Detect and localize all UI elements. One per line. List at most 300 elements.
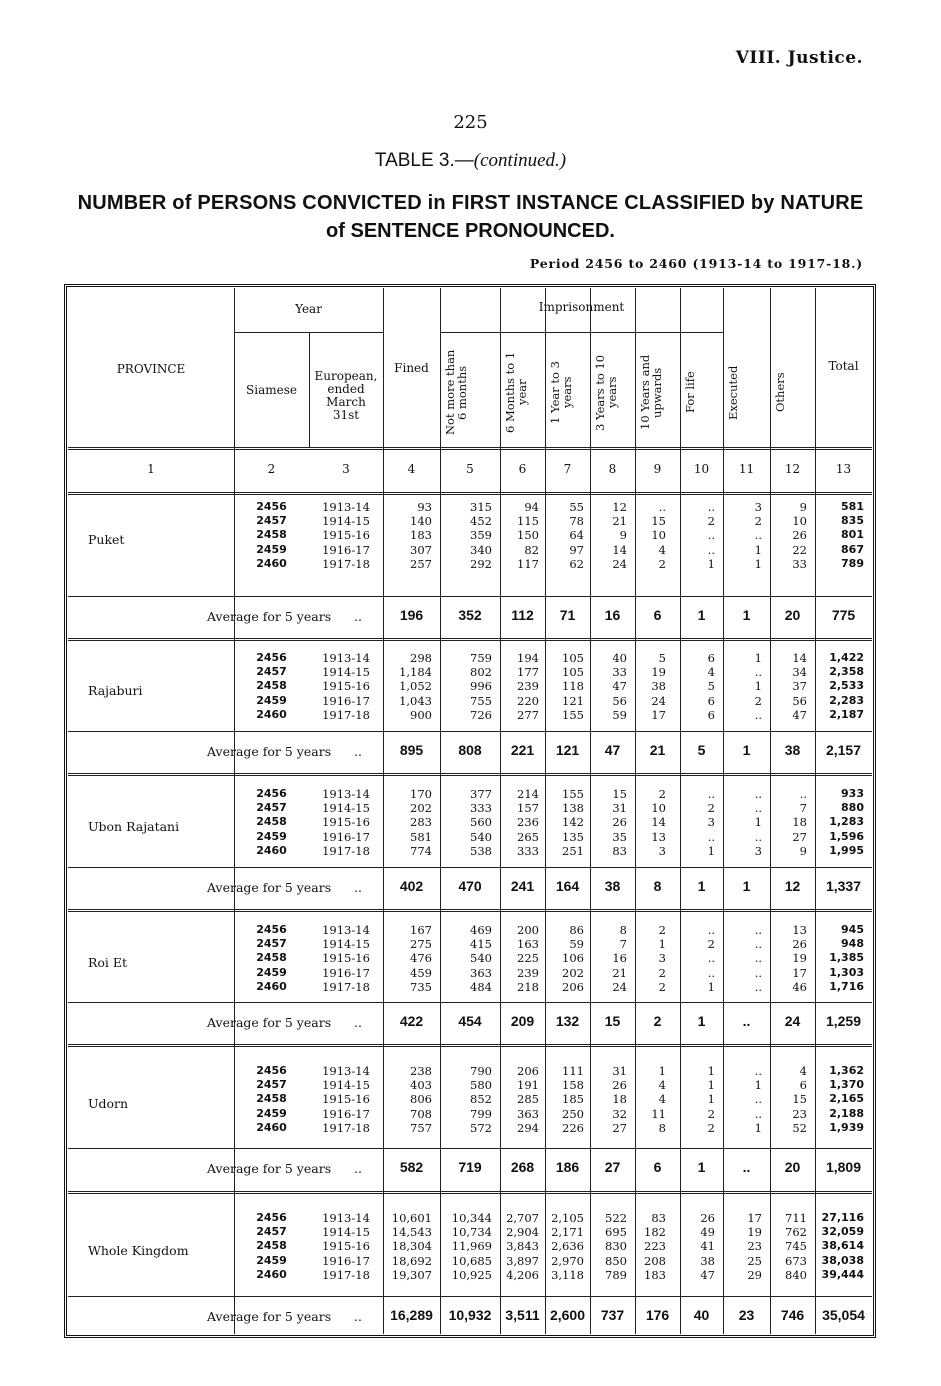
y1y3-value: 118	[562, 679, 584, 694]
lt6m-value: 996	[470, 679, 492, 694]
total-value: 1,283	[829, 815, 864, 829]
average-value: ..	[742, 1013, 751, 1029]
average-value: 27	[604, 1159, 621, 1175]
executed-value: 3	[754, 843, 762, 858]
executed-value: ..	[754, 787, 762, 801]
y3y10-value: 830	[605, 1239, 627, 1254]
m6y1-value: 94	[524, 500, 539, 514]
average-value: 808	[458, 742, 482, 758]
average-rule	[68, 1002, 872, 1003]
table-title-line2: of SENTENCE PRONOUNCED.	[326, 220, 615, 242]
total-value: 2,188	[829, 1106, 864, 1120]
y1y3-value: 226	[562, 1120, 584, 1135]
european-year: 1916-17	[322, 829, 370, 844]
siamese-year: 2458	[256, 528, 287, 542]
y3y10-value: 12	[612, 500, 627, 514]
y3y10-value: 47	[612, 679, 627, 694]
executed-value: 23	[747, 1239, 762, 1254]
lt6m-value: 759	[470, 651, 492, 665]
fined-value: 140	[410, 514, 432, 529]
y3y10-value: 15	[612, 787, 627, 801]
others-value: 22	[792, 542, 807, 557]
life-value: 4	[707, 665, 715, 680]
executed-value: ..	[754, 829, 762, 844]
y10up-value: 10	[651, 528, 666, 543]
lt6m-value: 377	[470, 787, 492, 801]
average-value: 1	[697, 878, 706, 894]
column-number: 7	[563, 462, 572, 476]
executed-value: 2	[754, 514, 762, 529]
european-year: 1915-16	[322, 815, 370, 830]
y1y3-value: 3,118	[551, 1267, 584, 1282]
y10up-value: 2	[658, 979, 666, 994]
european-year: 1917-18	[322, 707, 370, 722]
m6y1-value: 150	[517, 528, 539, 543]
average-value: 12	[784, 878, 801, 894]
average-value: 1	[697, 1159, 706, 1175]
total-value: 27,116	[821, 1211, 864, 1224]
y10up-value: 4	[658, 1092, 666, 1107]
average-value: 20	[784, 607, 801, 623]
average-value: 2,157	[825, 742, 862, 758]
siamese-year: 2457	[256, 1225, 287, 1239]
siamese-year: 2459	[256, 965, 287, 979]
fined-value: 1,043	[399, 693, 432, 708]
y1y3-value: 158	[562, 1078, 584, 1093]
european-year: 1914-15	[322, 665, 370, 680]
average-value: 176	[645, 1307, 670, 1323]
year-header: Year	[295, 302, 322, 316]
y1y3-value: 251	[562, 843, 584, 858]
column-number: 3	[342, 462, 350, 476]
lt6m-value: 580	[470, 1078, 492, 1093]
others-value: 23	[792, 1106, 807, 1121]
y3y10-value: 7	[619, 937, 627, 952]
column-number: 6	[518, 462, 527, 476]
y3y10-value: 59	[612, 707, 627, 722]
y1y3-value: 2,105	[551, 1211, 584, 1225]
y1y3-value: 202	[562, 965, 584, 980]
m6y1-value: 2,707	[506, 1211, 539, 1225]
siamese-year: 2456	[256, 651, 287, 664]
lt6m-value: 538	[470, 843, 492, 858]
period-line: Period 2456 to 2460 (1913-14 to 1917-18.)	[529, 256, 863, 271]
y3y10-value: 14	[612, 542, 627, 557]
y3y10-value: 31	[612, 1064, 627, 1078]
total-value: 933	[841, 787, 864, 800]
y1y3-value: 155	[562, 707, 584, 722]
siamese-year: 2458	[256, 815, 287, 829]
y1y3-value: 106	[562, 951, 584, 966]
average-value: 241	[510, 878, 535, 894]
others-value: 14	[792, 651, 807, 665]
y1y3-value: 2,636	[551, 1239, 584, 1254]
average-value: 422	[399, 1013, 424, 1029]
european-year: 1914-15	[322, 801, 370, 816]
y10up-value: 182	[644, 1225, 666, 1240]
m6y1-value: 220	[517, 693, 539, 708]
average-rule	[68, 596, 872, 597]
european-year: 1913-14	[322, 923, 370, 937]
average-value: 23	[738, 1307, 755, 1323]
y10up-value: 5	[658, 651, 666, 665]
y1y3-value: 111	[562, 1064, 584, 1078]
y10up-value: 3	[658, 951, 666, 966]
siamese-year: 2458	[256, 1092, 287, 1106]
life-value: 6	[707, 693, 715, 708]
y1y3-value: 155	[562, 787, 584, 801]
average-dots: ..	[354, 1161, 362, 1176]
european-year: 1917-18	[322, 979, 370, 994]
y10up-value: 1	[658, 1064, 666, 1078]
others-value: 17	[792, 965, 807, 980]
y3y10-value: 21	[612, 965, 627, 980]
others-value: 15	[792, 1092, 807, 1107]
lt6m-value: 315	[470, 500, 492, 514]
life-value: 1	[707, 556, 715, 571]
fined-value: 170	[410, 787, 432, 801]
y3y10-value: 21	[612, 514, 627, 529]
executed-value: 1	[754, 556, 762, 571]
total-value: 2,187	[829, 707, 864, 721]
siamese-year: 2459	[256, 1253, 287, 1267]
fined-value: 19,307	[391, 1267, 432, 1282]
european-header: European, ended March 31st	[314, 369, 378, 422]
european-year: 1914-15	[322, 514, 370, 529]
lt6m-value: 415	[470, 937, 492, 952]
province-name: Udorn	[88, 1096, 129, 1111]
average-dots: ..	[354, 609, 362, 624]
y10up-value: 2	[658, 556, 666, 571]
y10up-value: 1	[658, 937, 666, 952]
lt6m-value: 560	[470, 815, 492, 830]
m6y1-value: 236	[517, 815, 539, 830]
executed-value: ..	[754, 965, 762, 980]
y1y3-value: 121	[562, 693, 584, 708]
executed-value: 3	[754, 500, 762, 514]
siamese-year: 2456	[256, 1211, 287, 1224]
european-year: 1917-18	[322, 843, 370, 858]
others-value: 56	[792, 693, 807, 708]
section-heading: VIII. Justice.	[735, 48, 863, 68]
m6y1-value: 206	[517, 1064, 539, 1078]
life-value: 2	[707, 1106, 715, 1121]
m6y1-value: 191	[517, 1078, 539, 1093]
siamese-year: 2460	[256, 979, 287, 993]
siamese-year: 2456	[256, 787, 287, 800]
average-value: 352	[458, 607, 482, 623]
lt6m-value: 11,969	[451, 1239, 492, 1254]
average-value: 196	[399, 607, 424, 623]
total-value: 880	[841, 801, 864, 815]
column-number: 13	[835, 462, 852, 476]
lt6m-value: 484	[470, 979, 492, 994]
lt6m-value: 10,344	[451, 1211, 492, 1225]
fined-value: 18,692	[391, 1253, 432, 1268]
y3y10-value: 522	[605, 1211, 627, 1225]
average-label: Average for 5 years	[207, 880, 332, 895]
siamese-year: 2456	[256, 500, 287, 513]
european-year: 1916-17	[322, 965, 370, 980]
province-name: Ubon Rajatani	[88, 819, 180, 834]
others-value: 4	[799, 1064, 807, 1078]
fined-value: 403	[410, 1078, 432, 1093]
others-value: 46	[792, 979, 807, 994]
y1y3-value: 86	[569, 923, 584, 937]
life-value: 1	[707, 843, 715, 858]
y1y3-value: 2,970	[551, 1253, 584, 1268]
y1y3-value: 55	[569, 500, 584, 514]
y1y3-header: 1 Year to 3 years	[548, 361, 574, 424]
others-value: 52	[792, 1120, 807, 1135]
others-value: 673	[785, 1253, 807, 1268]
m6y1-value: 218	[517, 979, 539, 994]
column-number: 1	[147, 462, 155, 476]
y3y10-value: 24	[612, 979, 627, 994]
y3y10-value: 26	[612, 1078, 627, 1093]
lt6m-value: 755	[470, 693, 492, 708]
siamese-year: 2457	[256, 514, 287, 528]
m6y1-value: 239	[517, 965, 539, 980]
total-value: 581	[841, 500, 864, 513]
fined-value: 275	[410, 937, 432, 952]
others-value: 47	[792, 707, 807, 722]
total-value: 1,370	[829, 1078, 864, 1092]
year-subheader-rule	[234, 332, 383, 333]
m6y1-value: 277	[517, 707, 539, 722]
average-rule	[68, 731, 872, 732]
y10up-value: 8	[658, 1120, 666, 1135]
y3y10-value: 83	[612, 843, 627, 858]
y1y3-value: 206	[562, 979, 584, 994]
fined-value: 1,052	[399, 679, 432, 694]
m6y1-value: 333	[517, 843, 539, 858]
average-label: Average for 5 years	[207, 1015, 332, 1030]
european-year: 1916-17	[322, 542, 370, 557]
average-value: 582	[399, 1159, 424, 1175]
others-value: 34	[792, 665, 807, 680]
m6y1-value: 225	[517, 951, 539, 966]
others-value: 26	[792, 528, 807, 543]
m6y1-value: 177	[517, 665, 539, 680]
y10up-value: 183	[644, 1267, 666, 1282]
others-value: 745	[785, 1239, 807, 1254]
executed-value: 17	[747, 1211, 762, 1225]
siamese-year: 2457	[256, 665, 287, 679]
lt6m-value: 10,734	[451, 1225, 492, 1240]
average-value: 186	[555, 1159, 580, 1175]
average-value: 268	[510, 1159, 535, 1175]
m6y1-value: 3,843	[506, 1239, 539, 1254]
y3y10-value: 16	[612, 951, 627, 966]
average-label: Average for 5 years	[207, 609, 332, 624]
m6y1-value: 115	[517, 514, 539, 529]
others-value: 7	[799, 801, 807, 816]
y1y3-value: 142	[562, 815, 584, 830]
y1y3-value: 105	[562, 651, 584, 665]
column-number: 10	[693, 462, 710, 476]
m6y1-value: 163	[517, 937, 539, 952]
m6y1-value: 3,897	[506, 1253, 539, 1268]
executed-value: ..	[754, 923, 762, 937]
siamese-year: 2458	[256, 951, 287, 965]
european-year: 1915-16	[322, 1239, 370, 1254]
fined-value: 183	[410, 528, 432, 543]
total-value: 1,422	[829, 651, 864, 664]
executed-value: ..	[754, 979, 762, 994]
column-number: 8	[608, 462, 617, 476]
average-value: 38	[604, 878, 621, 894]
column-number: 12	[784, 462, 801, 476]
siamese-year: 2456	[256, 1064, 287, 1077]
average-value: 16,289	[390, 1307, 433, 1323]
average-label: Average for 5 years	[207, 744, 332, 759]
average-value: 209	[510, 1013, 535, 1029]
m6y1-value: 4,206	[506, 1267, 539, 1282]
others-value: 711	[785, 1211, 807, 1225]
y10up-value: 4	[658, 542, 666, 557]
life-value: 2	[707, 514, 715, 529]
siamese-year: 2460	[256, 707, 287, 721]
life-value: 2	[707, 1120, 715, 1135]
life-value: ..	[707, 528, 715, 543]
european-year: 1917-18	[322, 1267, 370, 1282]
life-value: 5	[707, 679, 715, 694]
column-number: 5	[466, 462, 474, 476]
siamese-year: 2459	[256, 693, 287, 707]
province-separator	[68, 1044, 872, 1047]
siamese-year: 2459	[256, 542, 287, 556]
lt6m-value: 726	[470, 707, 492, 722]
lt6m-value: 340	[470, 542, 492, 557]
y1y3-value: 62	[569, 556, 584, 571]
life-value: 1	[707, 979, 715, 994]
fined-header: Fined	[394, 361, 429, 375]
lt6m-value: 359	[470, 528, 492, 543]
average-value: 3,511	[505, 1307, 540, 1323]
european-year: 1915-16	[322, 679, 370, 694]
european-year: 1913-14	[322, 1064, 370, 1078]
life-value: 2	[707, 801, 715, 816]
executed-value: 2	[754, 693, 762, 708]
european-year: 1916-17	[322, 1106, 370, 1121]
total-value: 835	[841, 514, 864, 528]
y10up-value: 208	[644, 1253, 666, 1268]
y10up-value: 24	[651, 693, 666, 708]
average-value: 132	[555, 1013, 580, 1029]
life-value: 3	[707, 815, 715, 830]
others-value: ..	[799, 787, 807, 801]
y10up-value: 10	[651, 801, 666, 816]
life-value: ..	[707, 787, 715, 801]
life-value: ..	[707, 923, 715, 937]
y3y10-value: 56	[612, 693, 627, 708]
european-year: 1913-14	[322, 500, 370, 514]
y1y3-value: 185	[562, 1092, 584, 1107]
average-value: 47	[604, 742, 621, 758]
executed-value: 1	[754, 679, 762, 694]
others-value: 10	[792, 514, 807, 529]
average-dots: ..	[354, 744, 362, 759]
total-header: Total	[828, 359, 859, 373]
average-value: 1,337	[825, 878, 862, 894]
european-year: 1913-14	[322, 651, 370, 665]
average-value: 121	[555, 742, 580, 758]
lt6m-value: 852	[470, 1092, 492, 1107]
european-year: 1914-15	[322, 1078, 370, 1093]
others-value: 26	[792, 937, 807, 952]
total-value: 1,303	[829, 965, 864, 979]
executed-value: 1	[754, 1078, 762, 1093]
y3y10-value: 695	[605, 1225, 627, 1240]
province-separator	[68, 773, 872, 776]
total-value: 1,995	[829, 843, 864, 857]
life-header: For life	[683, 371, 697, 414]
lt6m-value: 333	[470, 801, 492, 816]
fined-value: 283	[410, 815, 432, 830]
average-value: 1,259	[825, 1013, 862, 1029]
european-year: 1916-17	[322, 1253, 370, 1268]
province-header: PROVINCE	[116, 362, 186, 376]
total-value: 39,444	[821, 1267, 864, 1281]
average-value: 1	[697, 607, 706, 623]
y3y10-value: 27	[612, 1120, 627, 1135]
m6y1-value: 117	[517, 556, 539, 571]
others-value: 840	[785, 1267, 807, 1282]
total-value: 1,716	[829, 979, 864, 993]
average-value: 1	[697, 1013, 706, 1029]
province-name: Roi Et	[88, 955, 128, 970]
average-dots: ..	[354, 880, 362, 895]
y10up-value: 15	[651, 514, 666, 529]
others-value: 19	[792, 951, 807, 966]
table-caption	[0, 150, 941, 172]
average-value: 5	[697, 742, 706, 758]
siamese-year: 2459	[256, 829, 287, 843]
m6y1-value: 285	[517, 1092, 539, 1107]
life-value: 1	[707, 1078, 715, 1093]
m6y1-value: 363	[517, 1106, 539, 1121]
average-value: 746	[780, 1307, 805, 1323]
fined-value: 307	[410, 542, 432, 557]
fined-value: 735	[410, 979, 432, 994]
column-number: 11	[738, 462, 755, 476]
fined-value: 708	[410, 1106, 432, 1121]
fined-value: 1,184	[399, 665, 432, 680]
total-value: 38,038	[821, 1253, 864, 1267]
y10up-value: 3	[658, 843, 666, 858]
average-value: 15	[604, 1013, 621, 1029]
executed-value: ..	[754, 801, 762, 816]
life-value: ..	[707, 951, 715, 966]
fined-value: 900	[410, 707, 432, 722]
others-value: 27	[792, 829, 807, 844]
european-year: 1915-16	[322, 1092, 370, 1107]
executed-value: 19	[747, 1225, 762, 1240]
total-value: 867	[841, 542, 864, 556]
y10up-value: 2	[658, 787, 666, 801]
average-value: 719	[458, 1159, 482, 1175]
executed-value: ..	[754, 1106, 762, 1121]
life-value: 47	[700, 1267, 715, 1282]
life-value: 41	[700, 1239, 715, 1254]
others-value: 6	[799, 1078, 807, 1093]
life-value: 1	[707, 1092, 715, 1107]
y10up-value: 2	[658, 923, 666, 937]
average-value: 402	[399, 878, 424, 894]
average-value: 1	[742, 742, 751, 758]
life-value: ..	[707, 500, 715, 514]
